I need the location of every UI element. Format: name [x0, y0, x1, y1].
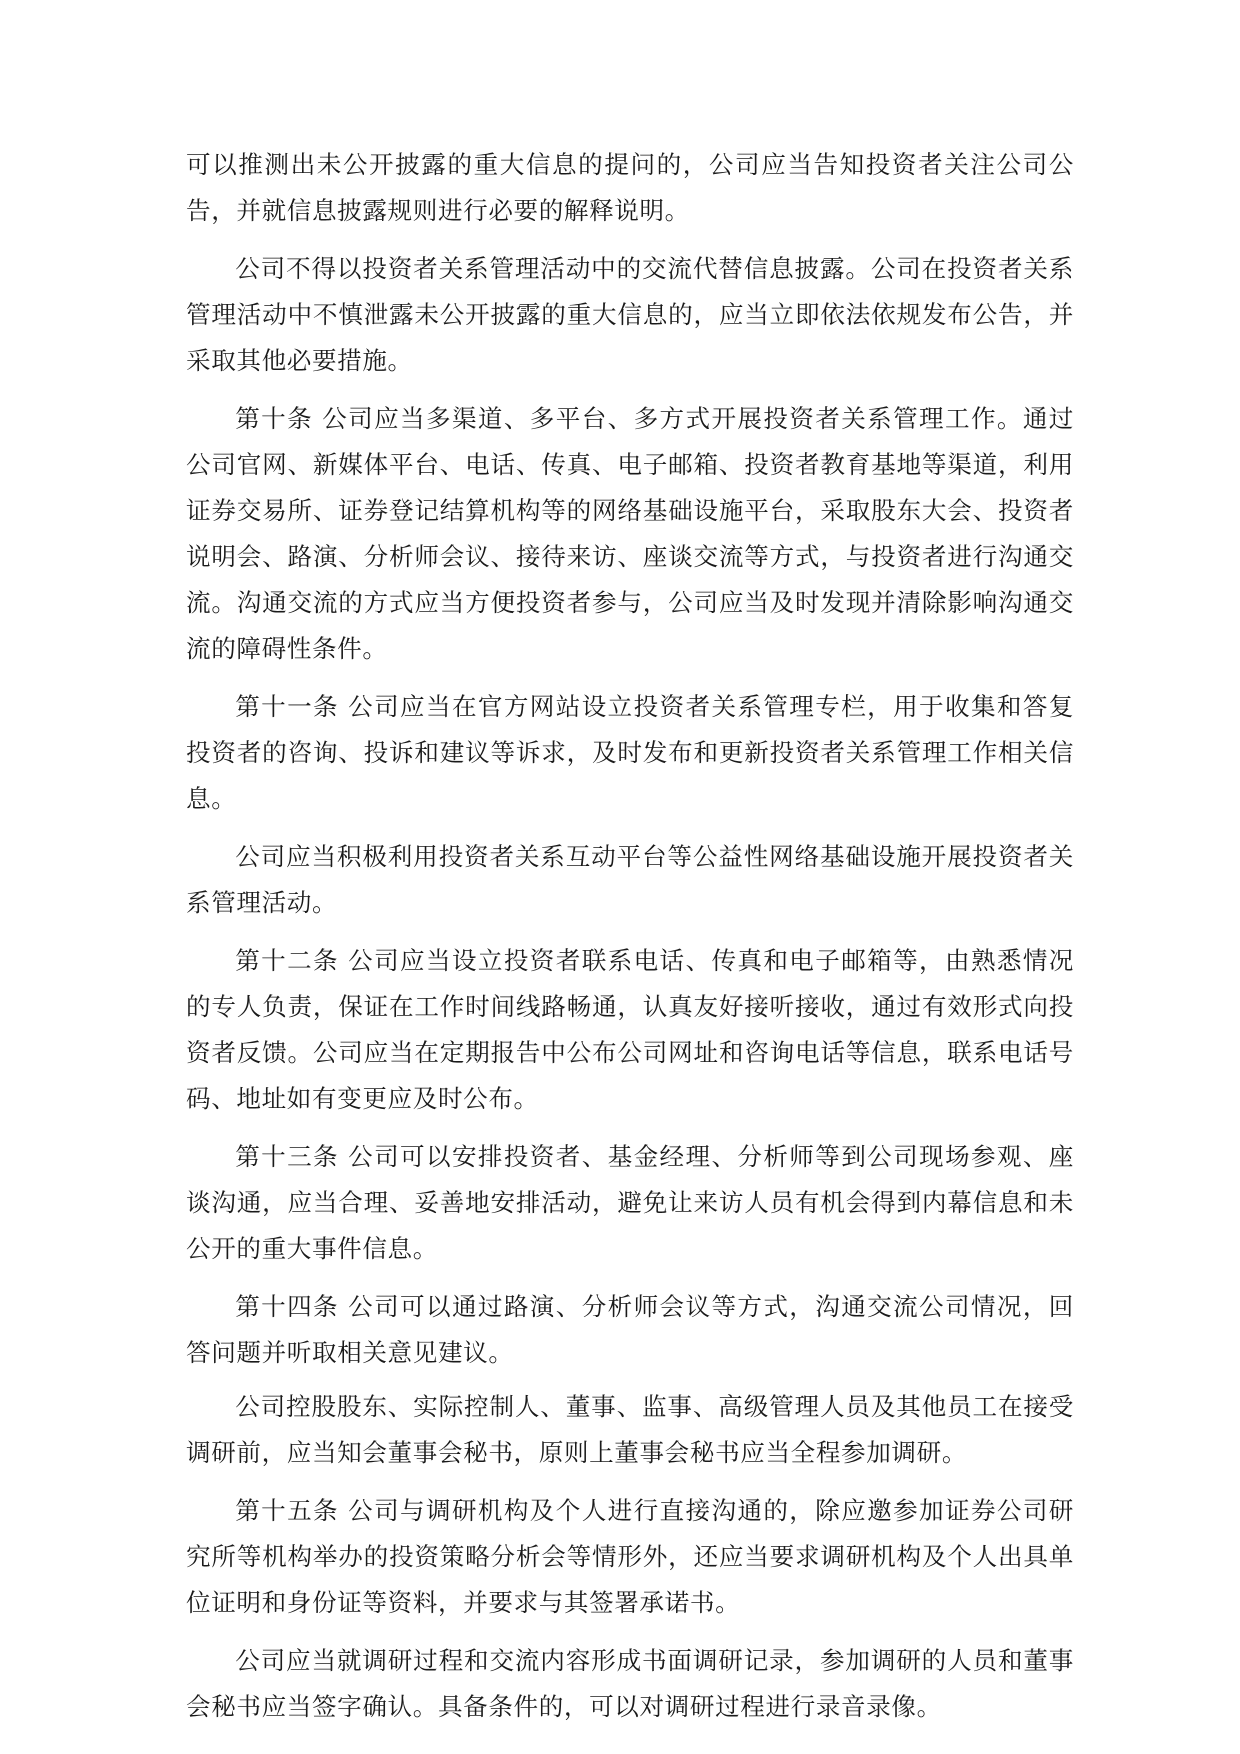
- article-10: 第十条 公司应当多渠道、多平台、多方式开展投资者关系管理工作。通过公司官网、新媒体平台、电话、传真、电子邮箱、投资者教育基地等渠道，利用证券交易所、证券登记结算机构等的网络基础设施平台，采取股东大会、投资者说明会、路演、分析师会议、接待来访、座谈交流等方式，与投资者进行沟通交流。沟通交流的方式应当方便投资者参与，公司应当及时发现并清除影响沟通交流的障碍性条件。: [186, 404, 1074, 663]
- article-15: 第十五条 公司与调研机构及个人进行直接沟通的，除应邀参加证券公司研究所等机构举办的投资策略分析会等情形外，还应当要求调研机构及个人出具单位证明和身份证等资料，并要求与其签署承诺书。: [186, 1496, 1074, 1617]
- article-14: 第十四条 公司可以通过路演、分析师会议等方式，沟通交流公司情况，回答问题并听取相关意见建议。: [186, 1292, 1074, 1367]
- article-11: 第十一条 公司应当在官方网站设立投资者关系管理专栏，用于收集和答复投资者的咨询、投诉和建议等诉求，及时发布和更新投资者关系管理工作相关信息。: [186, 692, 1074, 813]
- document-body: [186, 142, 1074, 1742]
- article-13: 第十三条 公司可以安排投资者、基金经理、分析师等到公司现场参观、座谈沟通，应当合理、妥善地安排活动，避免让来访人员有机会得到内幕信息和未公开的重大事件信息。: [186, 1142, 1074, 1263]
- paragraph-continuation: 可以推测出未公开披露的重大信息的提问的，公司应当告知投资者关注公司公告，并就信息披露规则进行必要的解释说明。: [186, 150, 1074, 225]
- paragraph-disclosure-substitute: 公司不得以投资者关系管理活动中的交流代替信息披露。公司在投资者关系管理活动中不慎泄露未公开披露的重大信息的，应当立即依法依规发布公告，并采取其他必要措施。: [186, 254, 1074, 375]
- paragraph-research-notice: 公司控股股东、实际控制人、董事、监事、高级管理人员及其他员工在接受调研前，应当知会董事会秘书，原则上董事会秘书应当全程参加调研。: [186, 1392, 1074, 1467]
- paragraph-research-record: 公司应当就调研过程和交流内容形成书面调研记录，参加调研的人员和董事会秘书应当签字确认。具备条件的，可以对调研过程进行录音录像。: [186, 1646, 1074, 1721]
- article-12: 第十二条 公司应当设立投资者联系电话、传真和电子邮箱等，由熟悉情况的专人负责，保证在工作时间线路畅通，认真友好接听接收，通过有效形式向投资者反馈。公司应当在定期报告中公布公司网址和咨询电话等信息，联系电话号码、地址如有变更应及时公布。: [186, 946, 1074, 1113]
- paragraph-interactive-platform: 公司应当积极利用投资者关系互动平台等公益性网络基础设施开展投资者关系管理活动。: [186, 842, 1074, 917]
